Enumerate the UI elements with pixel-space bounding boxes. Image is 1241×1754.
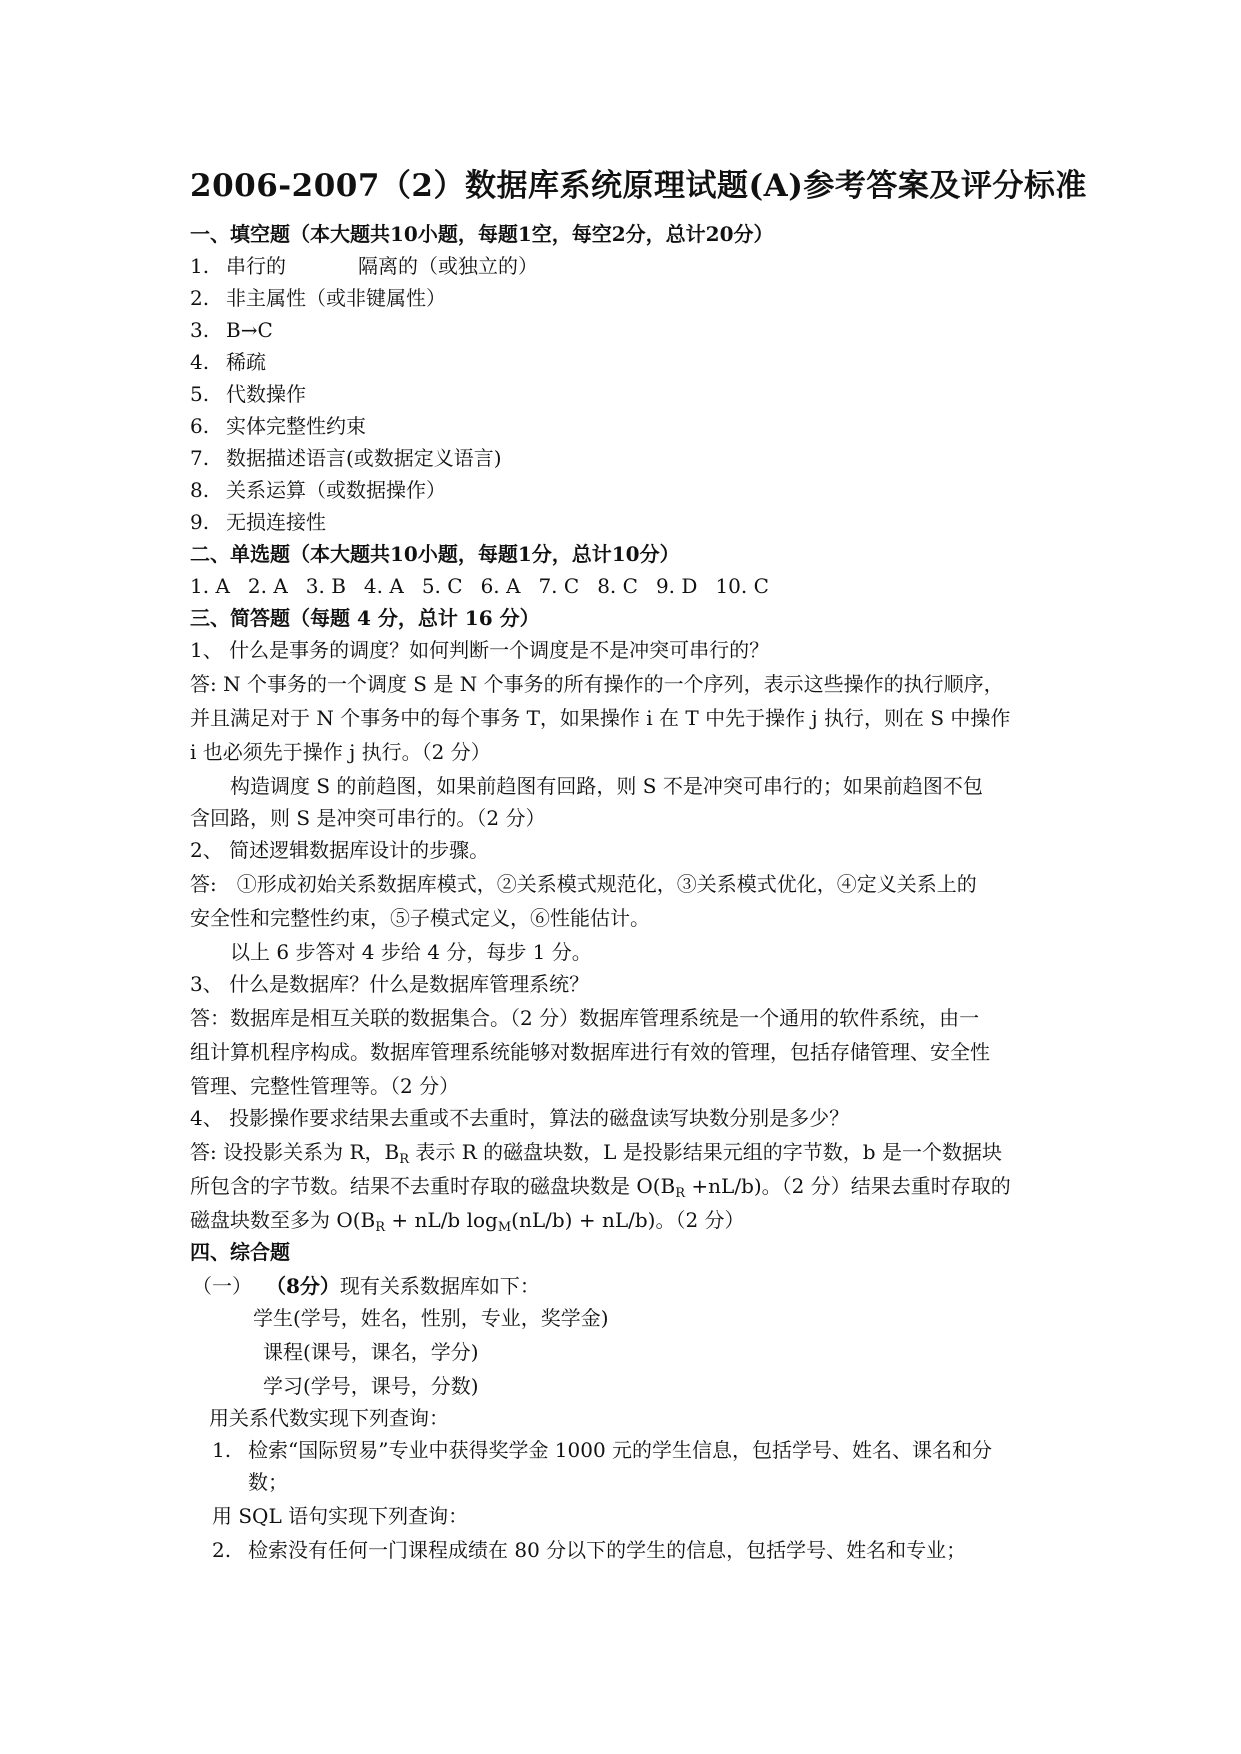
- section-heading-short-answer: 三、简答题（每题 4 分，总计 16 分）: [190, 606, 540, 630]
- choice-answer: 5. C: [421, 574, 463, 598]
- item-number: 4.: [190, 350, 210, 374]
- section-heading-fill-in: 一、填空题（本大题共10小题，每题1空，每空2分，总计20分）: [190, 222, 774, 246]
- query-1-line-1: [212, 1438, 1082, 1462]
- answer-line-2: [190, 286, 1060, 310]
- question-4: 4、 投影操作要求结果去重或不去重时，算法的磁盘读写块数分别是多少？: [190, 1106, 850, 1130]
- item-number: 6.: [190, 414, 210, 438]
- query-text: 检索没有任何一门课程成绩在 80 分以下的学生的信息，包括学号、姓名和专业；: [248, 1538, 967, 1562]
- answer-line-1: [190, 254, 1060, 278]
- answer-text: +nL/b)。（2 分）结果去重时存取的: [685, 1174, 1011, 1198]
- choice-answer: 1. A: [190, 574, 230, 598]
- part-one-line: [192, 1274, 1062, 1298]
- item-number: 1.: [212, 1438, 232, 1462]
- answer-text: 所包含的字节数。结果不去重时存取的磁盘块数是 O(B: [190, 1174, 676, 1198]
- answer-1-line-2: 并且满足对于 N 个事务中的每个事务 T，如果操作 i 在 T 中先于操作 j 执行，则在 S 中操作: [190, 706, 1011, 730]
- answer-2-line-3: 以上 6 步答对 4 步给 4 分，每步 1 分。: [230, 940, 592, 964]
- document-title: 2006-2007（2）数据库系统原理试题(A)参考答案及评分标准: [190, 168, 1087, 204]
- item-number: 7.: [190, 446, 210, 470]
- item-number: 8.: [190, 478, 210, 502]
- answer-text: 代数操作: [226, 382, 306, 406]
- answer-3-line-3: 管理、完整性管理等。（2 分）: [190, 1074, 460, 1098]
- answer-2-line-2: 安全性和完整性约束，⑤子模式定义，⑥性能估计。: [190, 906, 650, 930]
- item-number: 9.: [190, 510, 210, 534]
- part-label: （一）: [192, 1274, 252, 1298]
- section-heading-single-choice: 二、单选题（本大题共10小题，每题1分，总计10分）: [190, 542, 680, 566]
- choice-answer: 3. B: [305, 574, 346, 598]
- relation-course: 课程(课号，课名，学分): [263, 1340, 479, 1364]
- answer-3-line-1: 答：数据库是相互关联的数据集合。（2 分）数据库管理系统是一个通用的软件系统，由一: [190, 1006, 980, 1030]
- subscript: R: [675, 1186, 686, 1201]
- answer-4-line-2: [190, 1174, 1060, 1201]
- relation-study: 学习(学号，课号，分数): [263, 1374, 479, 1398]
- relation-student: 学生(学号，姓名，性别，专业，奖学金): [253, 1306, 609, 1330]
- answer-line-3: [190, 318, 1060, 342]
- question-2: 2、 简述逻辑数据库设计的步骤。: [190, 838, 490, 862]
- choice-answer: 4. A: [363, 574, 404, 598]
- subscript: R: [375, 1220, 386, 1235]
- sql-intro: 用 SQL 语句实现下列查询：: [212, 1504, 469, 1528]
- subscript: R: [399, 1152, 410, 1167]
- answer-line-8: [190, 478, 1060, 502]
- answer-text: 磁盘块数至多为 O(B: [190, 1208, 376, 1232]
- answer-text-2: 隔离的（或独立的）: [358, 254, 538, 278]
- answer-3-line-2: 组计算机程序构成。数据库管理系统能够对数据库进行有效的管理，包括存储管理、安全性: [190, 1040, 990, 1064]
- item-number: 5.: [190, 382, 210, 406]
- query-text: 检索“国际贸易”专业中获得奖学金 1000 元的学生信息，包括学号、姓名、课名和分: [248, 1438, 993, 1462]
- choice-answer: 2. A: [247, 574, 288, 598]
- answer-line-5: [190, 382, 1060, 406]
- question-3: 3、 什么是数据库？什么是数据库管理系统？: [190, 972, 590, 996]
- choice-answer: 8. C: [597, 574, 638, 598]
- answer-4-line-1: [190, 1140, 1060, 1167]
- algebra-intro: 用关系代数实现下列查询：: [209, 1406, 449, 1430]
- answer-text: 串行的: [226, 254, 286, 278]
- query-2-line: [212, 1538, 1082, 1562]
- choice-answer: 6. A: [480, 574, 521, 598]
- subscript: M: [497, 1220, 512, 1235]
- choice-answer: 9. D: [655, 574, 698, 598]
- answer-line-4: [190, 350, 1060, 374]
- section-heading-comprehensive: 四、综合题: [190, 1240, 290, 1264]
- item-number: 3.: [190, 318, 210, 342]
- answer-line-7: [190, 446, 1060, 470]
- query-1-line-2: 数；: [248, 1470, 288, 1494]
- answer-text: 表示 R 的磁盘块数，L 是投影结果元组的字节数，b 是一个数据块: [409, 1140, 1002, 1164]
- choice-answer: 7. C: [538, 574, 580, 598]
- part-score: （8分）: [266, 1274, 340, 1298]
- answer-text: 实体完整性约束: [226, 414, 366, 438]
- item-number: 2.: [212, 1538, 232, 1562]
- answer-1-line-1: 答: N 个事务的一个调度 S 是 N 个事务的所有操作的一个序列，表示这些操作的执行顺序，: [190, 672, 1004, 696]
- answer-1-line-5: 含回路，则 S 是冲突可串行的。（2 分）: [190, 806, 546, 830]
- answer-2-line-1: 答: ①形成初始关系数据库模式，②关系模式规范化，③关系模式优化，④定义关系上的: [190, 872, 977, 896]
- answer-text: 稀疏: [226, 350, 266, 374]
- part-intro: 现有关系数据库如下：: [339, 1274, 540, 1298]
- answer-text: + nL/b log: [385, 1208, 498, 1232]
- item-number: 1.: [190, 254, 210, 278]
- answer-text: 关系运算（或数据操作）: [226, 478, 446, 502]
- answer-text: B→C: [226, 318, 273, 342]
- answer-text: 数据描述语言(或数据定义语言): [226, 446, 502, 470]
- answer-line-9: [190, 510, 1060, 534]
- answer-1-line-4: 构造调度 S 的前趋图，如果前趋图有回路，则 S 不是冲突可串行的；如果前趋图不包: [230, 774, 983, 798]
- answer-1-line-3: i 也必须先于操作 j 执行。（2 分）: [190, 740, 491, 764]
- answer-text: (nL/b) + nL/b)。（2 分）: [511, 1208, 745, 1232]
- choice-answer: 10. C: [715, 574, 769, 598]
- choice-answers-row: [190, 574, 1060, 598]
- answer-text: 非主属性（或非键属性）: [226, 286, 446, 310]
- item-number: 2.: [190, 286, 210, 310]
- answer-text: 答: 设投影关系为 R，B: [190, 1140, 400, 1164]
- answer-line-6: [190, 414, 1060, 438]
- answer-text: 无损连接性: [226, 510, 326, 534]
- answer-4-line-3: [190, 1208, 1060, 1235]
- question-1: 1、 什么是事务的调度？如何判断一个调度是不是冲突可串行的？: [190, 638, 770, 662]
